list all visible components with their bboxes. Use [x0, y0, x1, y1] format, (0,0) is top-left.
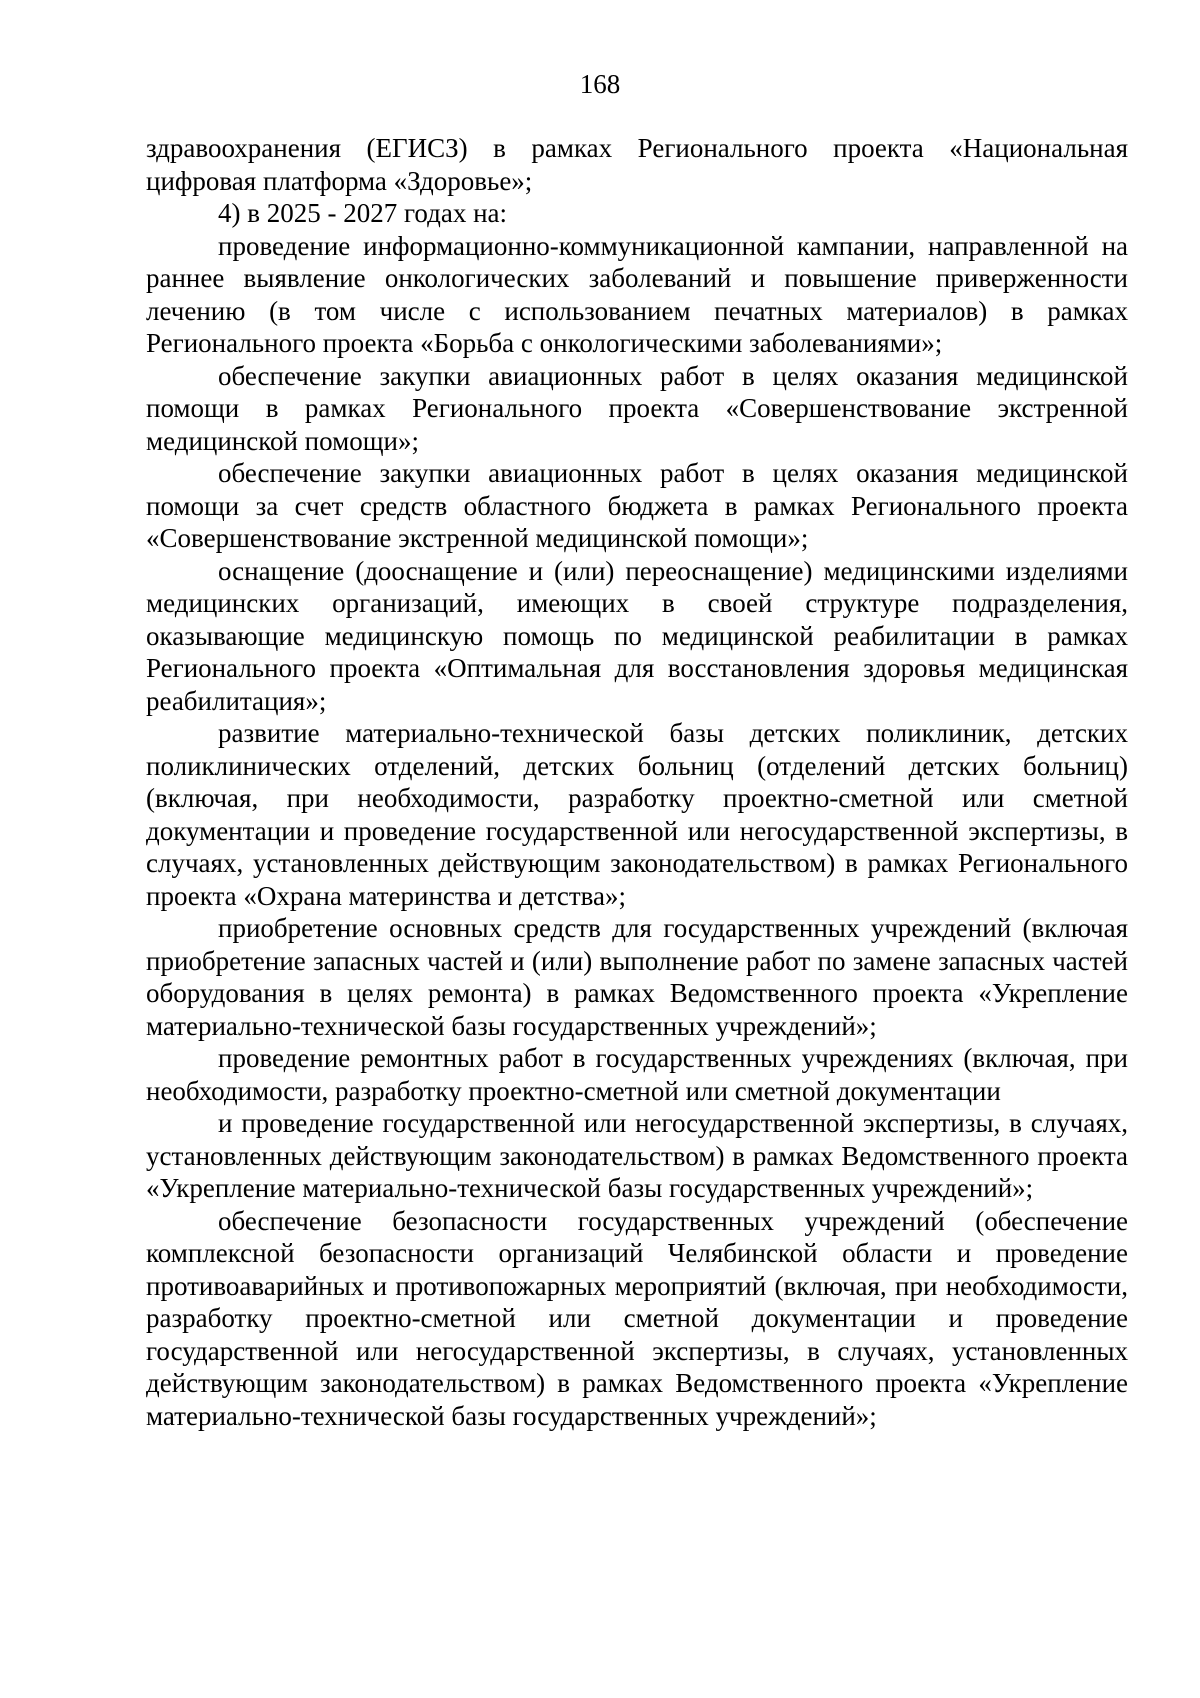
document-body [146, 132, 1128, 1432]
paragraph-repair-works-continued: и проведение государственной или негосударственной экспертизы, в случаях, установленных действующим законодательством) в рамках Ведомственного проекта «Укрепление материально-технической базы государственных учреждений»; [146, 1108, 1128, 1203]
paragraph-aviation-works-regional-budget: обеспечение закупки авиационных работ в целях оказания медицинской помощи за счет средств областного бюджета в рамках Регионального проекта «Совершенствование экстренной медицинской помощи»; [146, 458, 1128, 553]
paragraph-aviation-works: обеспечение закупки авиационных работ в целях оказания медицинской помощи в рамках Регионального проекта «Совершенствование экстренной медицинской помощи»; [146, 360, 1128, 456]
paragraph-children-clinics: развитие материально-технической базы детских поликлиник, детских поликлинических отделений, детских больниц (отделений детских больниц) (включая, при необходимости, разработку проектно-сметной или сметной документации и проведение государственной или негосударственной экспертизы, в случаях, установленных действующим законодательством) в рамках Регионального проекта «Охрана материнства и детства»; [146, 718, 1128, 911]
paragraph-oncology-campaign: проведение информационно-коммуникационной кампании, направленной на раннее выявление онкологических заболеваний и повышение приверженности лечению (в том числе с использованием печатных материалов) в рамках Регионального проекта «Борьба с онкологическими заболеваниями»; [146, 230, 1128, 358]
paragraph-item-4-heading: 4) в 2025 - 2027 годах на: [218, 198, 508, 228]
paragraph-security: обеспечение безопасности государственных учреждений (обеспечение комплексной безопасности организаций Челябинской области и проведение противоаварийных и противопожарных мероприятий (включая, при необходимости, разработку проектно-сметной или сметной документации и проведение государственной или негосударственной экспертизы, в случаях, установленных действующим законодательством) в рамках Ведомственного проекта «Укрепление материально-технической базы государственных учреждений»; [146, 1205, 1128, 1431]
paragraph-fixed-assets: приобретение основных средств для государственных учреждений (включая приобретение запасных частей и (или) выполнение работ по замене запасных частей оборудования в целях ремонта) в рамках Ведомственного проекта «Укрепление материально-технической базы государственных учреждений»; [146, 913, 1128, 1041]
paragraph-rehabilitation-equipment: оснащение (дооснащение и (или) переоснащение) медицинскими изделиями медицинских организаций, имеющих в своей структуре подразделения, оказывающие медицинскую помощь по медицинской реабилитации в рамках Регионального проекта «Оптимальная для восстановления здоровья медицинская реабилитация»; [146, 555, 1128, 716]
page-number: 168 [579, 69, 621, 99]
paragraph-continuation: здравоохранения (ЕГИСЗ) в рамках Регионального проекта «Национальная цифровая платформа «Здоровье»; [146, 133, 1128, 196]
paragraph-repair-works: проведение ремонтных работ в государственных учреждениях (включая, при необходимости, разработку проектно-сметной или сметной документации [146, 1043, 1128, 1106]
